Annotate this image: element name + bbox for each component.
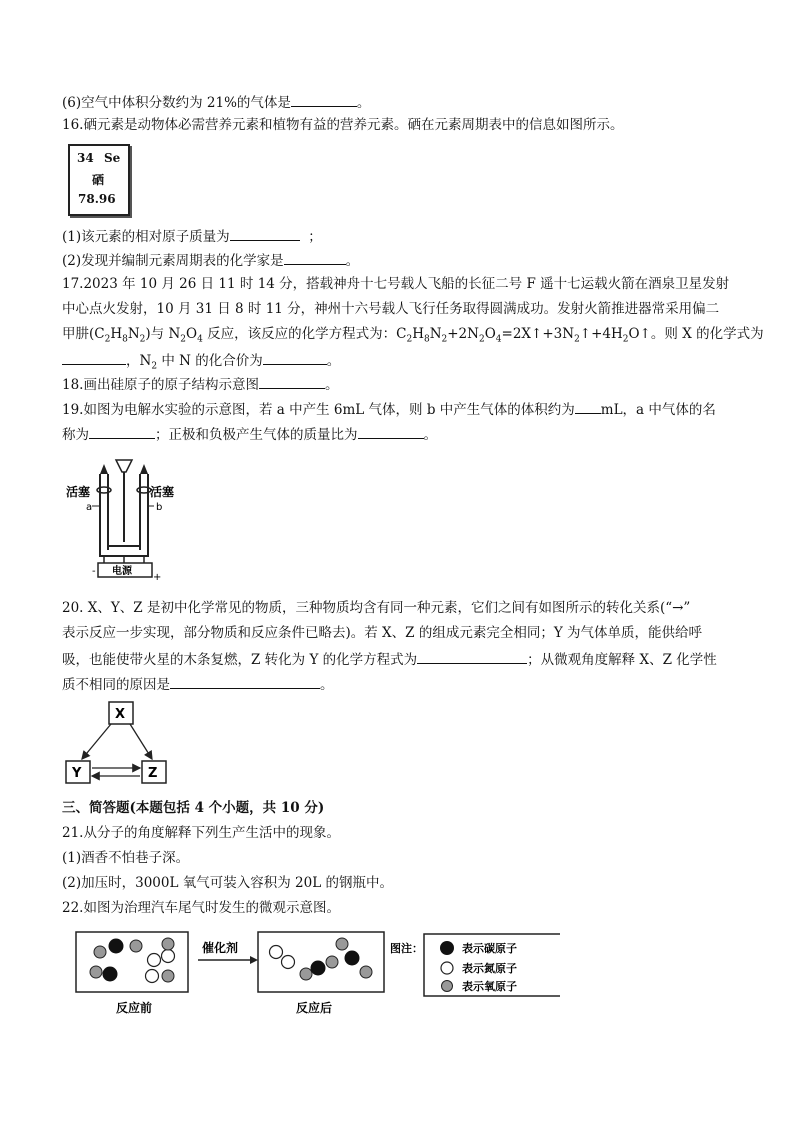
q18: 18.画出硅原子的原子结构示意图 。 — [62, 374, 338, 394]
q17-line4: ，$N_2$ 中 N 的化合价为 。 — [62, 350, 340, 376]
node-z: Z — [148, 766, 158, 781]
answer-blank[interactable] — [284, 250, 346, 265]
legend-carbon: 表示碳原子 — [462, 942, 517, 955]
reaction-diagram — [70, 924, 560, 1020]
label-a: a — [86, 502, 93, 513]
q21-sub2: (2)加压时，3000L 氧气可装入容积为 20L 的钢瓶中。 — [62, 875, 393, 891]
element-card — [68, 144, 130, 216]
q17-line3: 甲肼$(C_2H_8N_2)$与 $N_2O_4$ 反应，该反应的化学方程式为：$C_2H_8N_2+2N_2O_4=2X↑+3N_2↑+4H_2O↑$。则 X 的化学式为 — [62, 326, 764, 345]
caption-before: 反应前 — [116, 1001, 153, 1015]
legend-title: 图注： — [390, 942, 423, 955]
answer-blank[interactable] — [62, 350, 126, 365]
electrolysis-diagram — [62, 450, 192, 585]
caption-after: 反应后 — [296, 1001, 333, 1015]
node-x: X — [115, 707, 126, 722]
answer-blank[interactable] — [89, 424, 155, 439]
catalyst-label: 催化剂 — [202, 941, 239, 955]
q21-stem: 21.从分子的角度解释下列生产生活中的现象。 — [62, 825, 340, 841]
legend-oxygen: 表示氧原子 — [462, 980, 517, 993]
plus-label: + — [153, 572, 162, 583]
node-y: Y — [72, 766, 82, 781]
q16-sub2: (2)发现并编制元素周期表的化学家是 。 — [62, 250, 359, 270]
q20-line3: 吸，也能使带火星的木条复燃，Z 转化为 Y 的化学方程式为 ；从微观角度解释 X、Z 化学性 — [62, 649, 717, 669]
answer-blank[interactable] — [417, 649, 527, 664]
answer-blank[interactable] — [291, 92, 357, 107]
section3-title: 三、简答题(本题包括 4 个小题，共 10 分) — [62, 800, 325, 816]
element-name: 硒 — [92, 173, 105, 187]
answer-blank[interactable] — [358, 424, 424, 439]
q15-6: (6)空气中体积分数约为 21%的气体是 。 — [62, 92, 370, 112]
legend-nitrogen: 表示氮原子 — [462, 962, 517, 975]
q20-line1: 20. X、Y、Z 是初中化学常见的物质，三种物质均含有同一种元素，它们之间有如图所示的转化关系(“→” — [62, 600, 691, 616]
valve-right-label: 活塞 — [150, 485, 175, 499]
power-label: 电源 — [112, 566, 132, 577]
element-symbol: Se — [104, 151, 121, 165]
xyz-diagram — [62, 698, 182, 790]
atomic-number: 34 — [77, 151, 94, 165]
answer-blank[interactable] — [263, 350, 327, 365]
answer-blank[interactable] — [575, 399, 601, 414]
label-b: b — [156, 502, 163, 513]
minus-label: - — [92, 566, 96, 577]
q19-line2: 称为 ；正极和负极产生气体的质量比为 。 — [62, 424, 437, 444]
q21-sub1: (1)酒香不怕巷子深。 — [62, 850, 190, 866]
answer-blank[interactable] — [230, 226, 300, 241]
q17-line1: 17.2023 年 10 月 26 日 11 时 14 分，搭载神舟十七号载人飞船的长征二号 F 遥十七运载火箭在酒泉卫星发射 — [62, 276, 730, 292]
answer-blank[interactable] — [259, 374, 325, 389]
atomic-mass: 78.96 — [78, 192, 116, 206]
q20-line2: 表示反应一步实现，部分物质和反应条件已略去)。若 X、Z 的组成元素完全相同；Y 为气体单质，能供给呼 — [62, 625, 703, 641]
q22-stem: 22.如图为治理汽车尾气时发生的微观示意图。 — [62, 900, 340, 916]
q20-line4: 质不相同的原因是 。 — [62, 674, 334, 694]
q16-sub1: (1)该元素的相对原子质量为 ； — [62, 226, 322, 246]
valve-left-label: 活塞 — [66, 485, 91, 499]
q17-line2: 中心点火发射，10 月 31 日 8 时 11 分，神州十六号载人飞行任务取得圆满成功。发射火箭推进器常采用偏二 — [62, 301, 720, 317]
q16-stem: 16.硒元素是动物体必需营养元素和植物有益的营养元素。硒在元素周期表中的信息如图所示。 — [62, 117, 624, 133]
answer-blank[interactable] — [170, 674, 320, 689]
q19-line1: 19.如图为电解水实验的示意图，若 a 中产生 6mL 气体，则 b 中产生气体的体积约为 mL，a 中气体的名 — [62, 399, 716, 419]
